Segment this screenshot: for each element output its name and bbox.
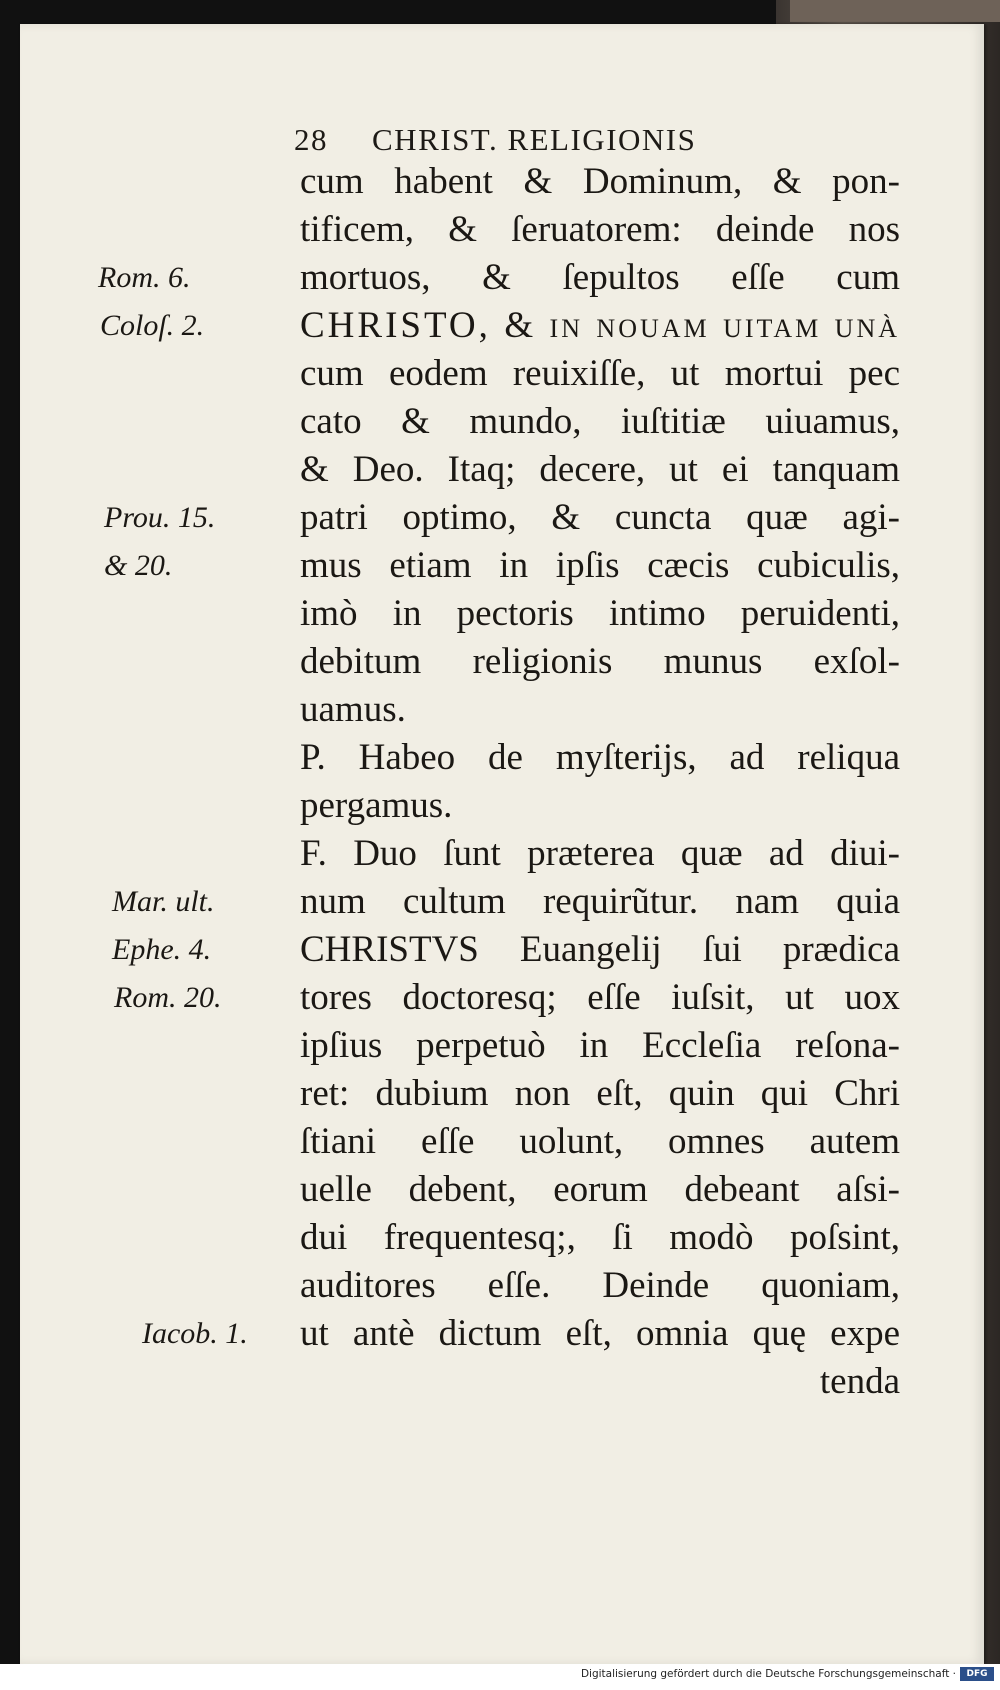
text-line: pergamus. — [300, 785, 453, 826]
text-line: cum eodem reuixiſſe, ut mortui pec — [300, 353, 900, 394]
text-line: imò in pectoris intimo peruidenti, — [300, 593, 900, 634]
margin-reference: Rom. 6. — [98, 261, 191, 294]
text-line: num cultum requirũtur. nam quia — [300, 881, 900, 922]
margin-reference: Rom. 20. — [114, 981, 222, 1014]
text-line: mus etiam in ipſis cæcis cubiculis, — [300, 545, 900, 586]
text-line: uelle debent, eorum debeant aſsi- — [300, 1169, 900, 1210]
text-line: & Deo. Itaq; decere, ut ei tanquam — [300, 449, 900, 490]
margin-reference: Mar. ult. — [112, 885, 215, 918]
margin-reference: & 20. — [104, 549, 173, 582]
margin-reference: Iacob. 1. — [142, 1317, 248, 1350]
text-line: uamus. — [300, 689, 406, 730]
text-line: cato & mundo, iuſtitiæ uiuamus, — [300, 401, 900, 442]
text-line: debitum religionis munus exſol- — [300, 641, 900, 682]
dfg-logo: DFG — [960, 1667, 994, 1681]
text-line: F. Duo ſunt præterea quæ ad diui- — [300, 833, 900, 874]
digitization-credit: Digitalisierung gefördert durch die Deutsche Forschungsgemeinschaft · — [580, 1668, 956, 1680]
text-line: ut antè dictum eſt, omnia quę expe — [300, 1313, 900, 1354]
text-line: CHRISTO, & in nouam uitam unà — [300, 305, 900, 346]
catchword: tenda — [819, 1361, 900, 1402]
margin-reference: Prou. 15. — [104, 501, 216, 534]
book-page — [20, 24, 984, 1664]
text-line: patri optimo, & cuncta quæ agi- — [300, 497, 900, 538]
running-head-title: CHRIST. RELIGIONIS — [372, 122, 697, 157]
text-line: mortuos, & ſepultos eſſe cum — [300, 257, 900, 298]
text-line: cum habent & Dominum, & pon- — [300, 161, 900, 202]
margin-reference: Ephe. 4. — [112, 933, 212, 966]
text-line: dui frequentesq;, ſi modò poſsint, — [300, 1217, 900, 1258]
text-line: ipſius perpetuò in Eccleſia reſona- — [300, 1025, 900, 1066]
running-header — [294, 122, 696, 162]
text-line: auditores eſſe. Deinde quoniam, — [300, 1265, 900, 1306]
text-line: P. Habeo de myſterijs, ad reliqua — [300, 737, 900, 778]
text-line: ret: dubium non eſt, quin qui Chri — [300, 1073, 900, 1114]
text-line: CHRISTVS Euangelij ſui prædica — [300, 929, 900, 970]
text-line: tificem, & ſeruatorem: deinde nos — [300, 209, 900, 250]
text-line: tores doctoresq; eſſe iuſsit, ut uox — [300, 977, 900, 1018]
text-line: ſtiani eſſe uolunt, omnes autem — [300, 1121, 900, 1162]
page-number: 28 — [294, 122, 328, 157]
book-cover-top — [790, 0, 1000, 22]
margin-reference: Coloſ. 2. — [100, 309, 205, 342]
